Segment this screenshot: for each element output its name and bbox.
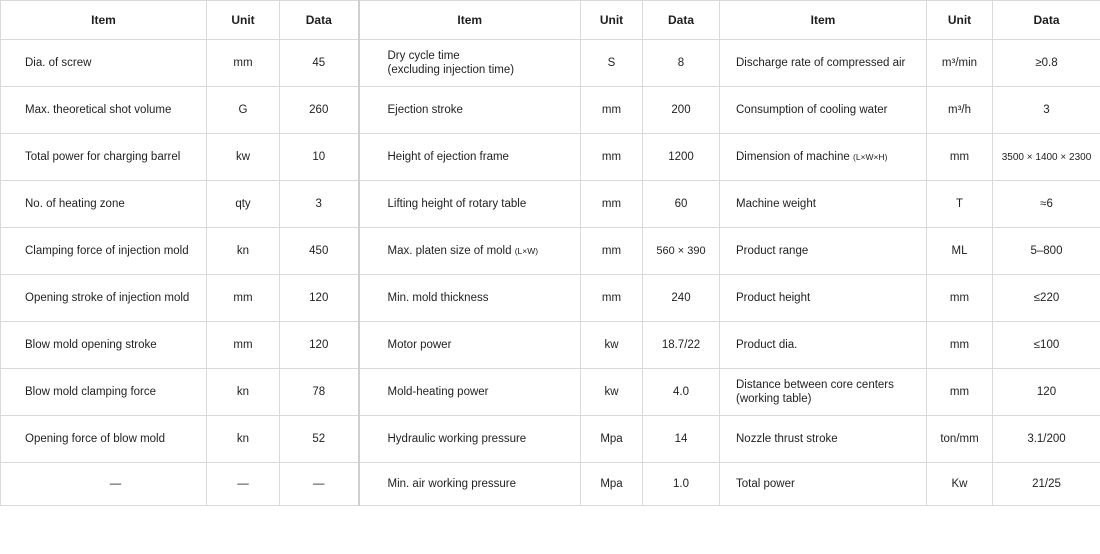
unit-cell: mm [207, 275, 280, 322]
item-label: Product range [736, 245, 809, 257]
unit-cell: S [581, 40, 643, 87]
header-item: Item [359, 1, 581, 40]
data-cell: 240 [643, 275, 720, 322]
unit-cell: qty [207, 181, 280, 228]
item-cell [720, 228, 927, 275]
item-cell [359, 416, 581, 463]
item-label: Dry cycle time [387, 50, 460, 62]
header-data: Data [993, 1, 1100, 40]
data-cell: 200 [643, 87, 720, 134]
data-cell: 78 [280, 369, 359, 416]
table-row [1, 181, 1100, 228]
data-cell: ≥0.8 [993, 40, 1100, 87]
table-row [1, 322, 1100, 369]
data-cell: 450 [280, 228, 359, 275]
unit-cell: ton/mm [927, 416, 993, 463]
item-cell [359, 463, 581, 506]
item-label: Total power for charging barrel [25, 151, 181, 163]
item-label: Product height [736, 292, 811, 304]
table-row [1, 369, 1100, 416]
unit-cell: kw [581, 322, 643, 369]
data-cell: 3 [280, 181, 359, 228]
item-cell [1, 134, 207, 181]
table-row [1, 40, 1100, 87]
item-label: Lifting height of rotary table [387, 198, 527, 210]
data-cell: 3 [993, 87, 1100, 134]
item-cell [1, 181, 207, 228]
data-cell: 3.1/200 [993, 416, 1100, 463]
item-note: (L×W) [514, 246, 539, 256]
item-note: (L×W×H) [852, 152, 888, 162]
data-cell: 120 [280, 322, 359, 369]
data-cell: 560 × 390 [643, 228, 720, 275]
unit-cell: mm [207, 40, 280, 87]
item-label: Ejection stroke [387, 104, 463, 116]
data-cell: 1.0 [643, 463, 720, 506]
data-cell: 52 [280, 416, 359, 463]
data-cell: 21/25 [993, 463, 1100, 506]
item-cell [1, 275, 207, 322]
item-cell [359, 322, 581, 369]
unit-cell: mm [927, 134, 993, 181]
data-cell: 45 [280, 40, 359, 87]
item-cell [720, 40, 927, 87]
table-row [1, 87, 1100, 134]
item-cell [1, 416, 207, 463]
data-cell: 10 [280, 134, 359, 181]
unit-cell: kn [207, 416, 280, 463]
item-cell [1, 228, 207, 275]
item-label: Blow mold clamping force [25, 386, 157, 398]
data-cell: ≤220 [993, 275, 1100, 322]
unit-cell: kw [581, 369, 643, 416]
item-label: Dia. of screw [25, 57, 92, 69]
unit-cell: m³/h [927, 87, 993, 134]
data-cell: — [280, 463, 359, 506]
unit-cell: ML [927, 228, 993, 275]
item-cell [359, 87, 581, 134]
item-cell [720, 463, 927, 506]
unit-cell: mm [581, 181, 643, 228]
item-label: Dimension of machine [736, 151, 850, 163]
table-row [1, 228, 1100, 275]
header-data: Data [643, 1, 720, 40]
item-cell [720, 416, 927, 463]
item-label: Product dia. [736, 339, 798, 351]
item-label: Consumption of cooling water [736, 104, 888, 116]
table-row [1, 416, 1100, 463]
data-cell: 60 [643, 181, 720, 228]
unit-cell: m³/min [927, 40, 993, 87]
unit-cell: kn [207, 228, 280, 275]
table-row [1, 134, 1100, 181]
item-label: Nozzle thrust stroke [736, 433, 838, 445]
item-label: Clamping force of injection mold [25, 245, 189, 257]
data-cell: ≤100 [993, 322, 1100, 369]
item-label: Motor power [387, 339, 452, 351]
item-cell [359, 181, 581, 228]
unit-cell: T [927, 181, 993, 228]
header-unit: Unit [927, 1, 993, 40]
item-cell [359, 275, 581, 322]
data-cell: 1200 [643, 134, 720, 181]
unit-cell: mm [927, 275, 993, 322]
data-cell: 18.7/22 [643, 322, 720, 369]
table-body [1, 40, 1100, 506]
item-cell [720, 275, 927, 322]
item-label: Min. air working pressure [387, 478, 516, 490]
unit-cell: Mpa [581, 416, 643, 463]
item-label: Discharge rate of compressed air [736, 57, 906, 69]
data-cell: 120 [280, 275, 359, 322]
item-label: Distance between core centers [736, 379, 894, 391]
table-row [1, 275, 1100, 322]
item-label-line2: (excluding injection time) [387, 64, 515, 76]
item-cell [1, 87, 207, 134]
item-label: Height of ejection frame [387, 151, 509, 163]
item-label: Total power [736, 478, 795, 490]
unit-cell: mm [927, 322, 993, 369]
item-cell [720, 87, 927, 134]
data-cell: ≈6 [993, 181, 1100, 228]
item-cell [359, 40, 581, 87]
item-label: Machine weight [736, 198, 816, 210]
unit-cell: Mpa [581, 463, 643, 506]
item-cell [359, 228, 581, 275]
header-row [1, 1, 1100, 40]
item-cell [720, 369, 927, 416]
header-unit: Unit [207, 1, 280, 40]
item-label: Mold-heating power [387, 386, 489, 398]
data-cell: 14 [643, 416, 720, 463]
item-cell [1, 322, 207, 369]
unit-cell: kn [207, 369, 280, 416]
item-cell [1, 40, 207, 87]
item-label: Hydraulic working pressure [387, 433, 527, 445]
data-cell: 3500 × 1400 × 2300 [993, 134, 1100, 181]
item-cell [359, 134, 581, 181]
item-label: Max. theoretical shot volume [25, 104, 172, 116]
item-label-line2: (working table) [736, 393, 812, 405]
header-data: Data [280, 1, 359, 40]
header-item: Item [720, 1, 927, 40]
item-label: No. of heating zone [25, 198, 125, 210]
unit-cell: — [207, 463, 280, 506]
item-cell [1, 369, 207, 416]
item-cell [720, 134, 927, 181]
unit-cell: kw [207, 134, 280, 181]
item-label: — [109, 478, 122, 490]
unit-cell: G [207, 87, 280, 134]
item-cell [1, 463, 207, 506]
data-cell: 260 [280, 87, 359, 134]
data-cell: 5–800 [993, 228, 1100, 275]
unit-cell: mm [581, 228, 643, 275]
data-cell: 4.0 [643, 369, 720, 416]
data-cell: 8 [643, 40, 720, 87]
unit-cell: mm [581, 275, 643, 322]
header-item: Item [1, 1, 207, 40]
unit-cell: mm [927, 369, 993, 416]
item-label: Blow mold opening stroke [25, 339, 157, 351]
item-cell [359, 369, 581, 416]
unit-cell: Kw [927, 463, 993, 506]
unit-cell: mm [581, 134, 643, 181]
data-cell: 120 [993, 369, 1100, 416]
unit-cell: mm [581, 87, 643, 134]
item-cell [720, 181, 927, 228]
item-label: Opening stroke of injection mold [25, 292, 190, 304]
item-cell [720, 322, 927, 369]
unit-cell: mm [207, 322, 280, 369]
item-label: Min. mold thickness [387, 292, 489, 304]
header-unit: Unit [581, 1, 643, 40]
item-label: Opening force of blow mold [25, 433, 165, 445]
table-row [1, 463, 1100, 506]
item-label: Max. platen size of mold [387, 245, 512, 257]
